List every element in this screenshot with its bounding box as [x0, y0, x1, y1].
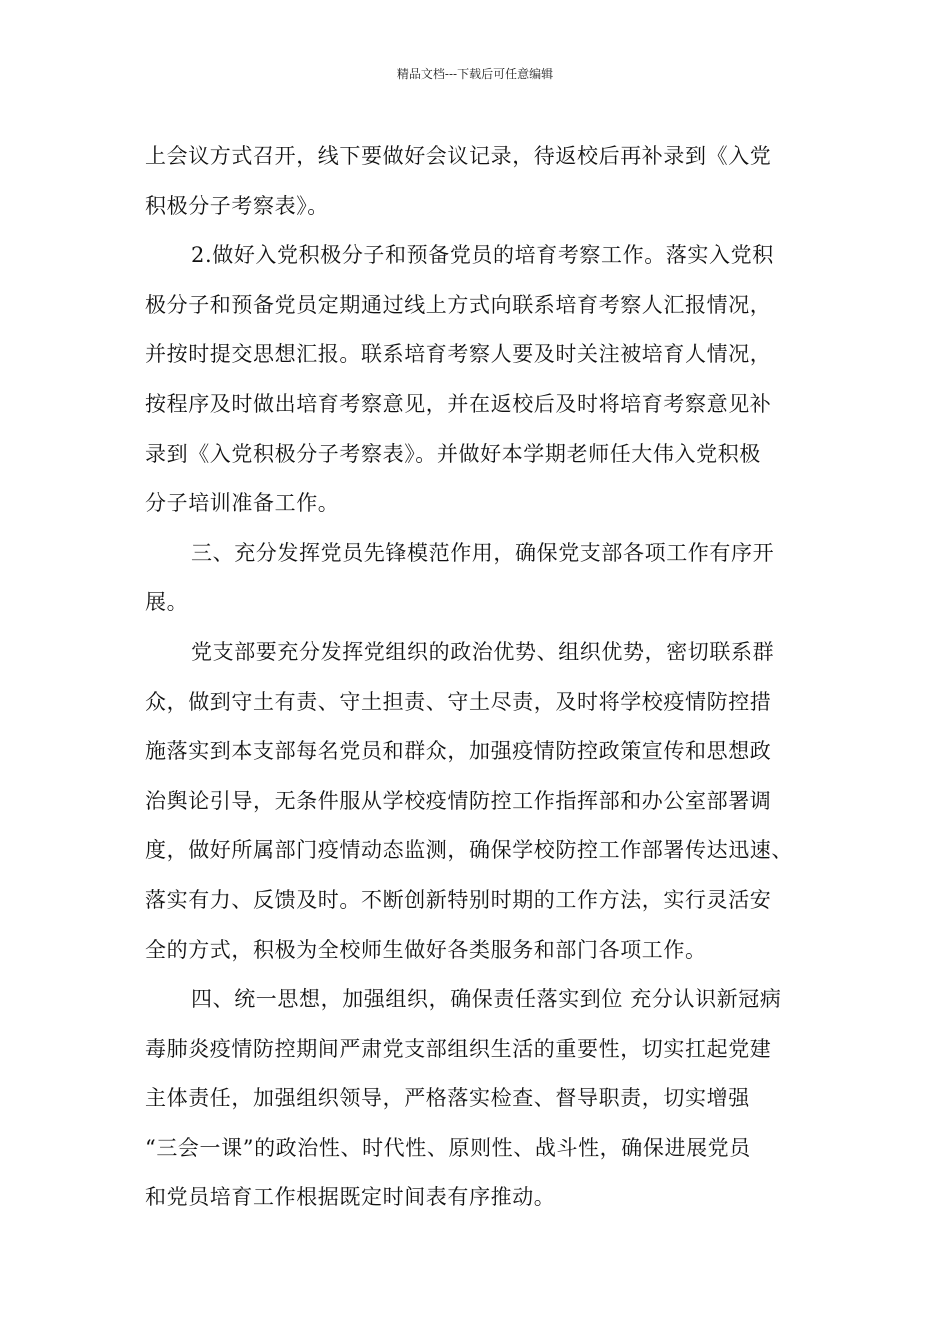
- paragraph-section-3-body: [145, 628, 825, 975]
- text-line: 全的方式，积极为全校师生做好各类服务和部门各项工作。: [145, 937, 707, 962]
- paragraph-section-4: [145, 975, 825, 1223]
- document-body: [145, 132, 825, 1223]
- text-line: 毒肺炎疫情防控期间严肃党支部组织生活的重要性，切实扛起党建: [145, 1036, 772, 1061]
- text-line: 施落实到本支部每名党员和群众，加强疫情防控政策宣传和思想政: [145, 739, 772, 764]
- section-heading-3: [145, 529, 825, 628]
- text-line: 落实有力、反馈及时。不断创新特别时期的工作方法，实行灵活安: [145, 887, 772, 912]
- text-line: 众，做到守土有责、守土担责、守土尽责，及时将学校疫情防控措: [145, 689, 772, 714]
- text-line: 极分子和预备党员定期通过线上方式向联系培育考察人汇报情况，: [145, 292, 772, 317]
- text-line: 和党员培育工作根据既定时间表有序推动。: [145, 1185, 556, 1210]
- text-line: 上会议方式召开，线下要做好会议记录，待返校后再补录到《入党: [145, 144, 772, 168]
- text-line: 主体责任，加强组织领导，严格落实检查、督导职责，切实增强: [145, 1086, 750, 1111]
- text-line: 并按时提交思想汇报。联系培育考察人要及时关注被培育人情况，: [145, 342, 772, 367]
- paragraph-item-2: [145, 231, 825, 529]
- text-line: 展。: [145, 590, 189, 615]
- text-line: 2.做好入党积极分子和预备党员的培育考察工作。落实入党积: [191, 243, 774, 268]
- text-line: 治舆论引导，无条件服从学校疫情防控工作指挥部和办公室部署调: [145, 788, 772, 813]
- text-line: 录到《入党积极分子考察表》。并做好本学期老师任大伟入党积极: [145, 441, 761, 466]
- text-line: 党支部要充分发挥党组织的政治优势、组织优势，密切联系群: [191, 639, 775, 664]
- paragraph-continuation: [145, 132, 825, 231]
- text-line: “三会一课”的政治性、时代性、原则性、战斗性，确保进展党员: [145, 1135, 751, 1160]
- text-line: 三、充分发挥党员先锋模范作用，确保党支部各项工作有序开: [191, 540, 775, 565]
- text-line: 四、统一思想，加强组织，确保责任落实到位 充分认识新冠病: [191, 987, 782, 1012]
- text-line: 积极分子考察表》。: [145, 193, 329, 218]
- text-line: 按程序及时做出培育考察意见，并在返校后及时将培育考察意见补: [145, 391, 772, 416]
- page-header: 精品文档---下载后可任意编辑: [396, 67, 554, 81]
- text-line: 分子培训准备工作。: [145, 491, 340, 516]
- text-line: 度，做好所属部门疫情动态监测，确保学校防控工作部署传达迅速、: [145, 838, 793, 863]
